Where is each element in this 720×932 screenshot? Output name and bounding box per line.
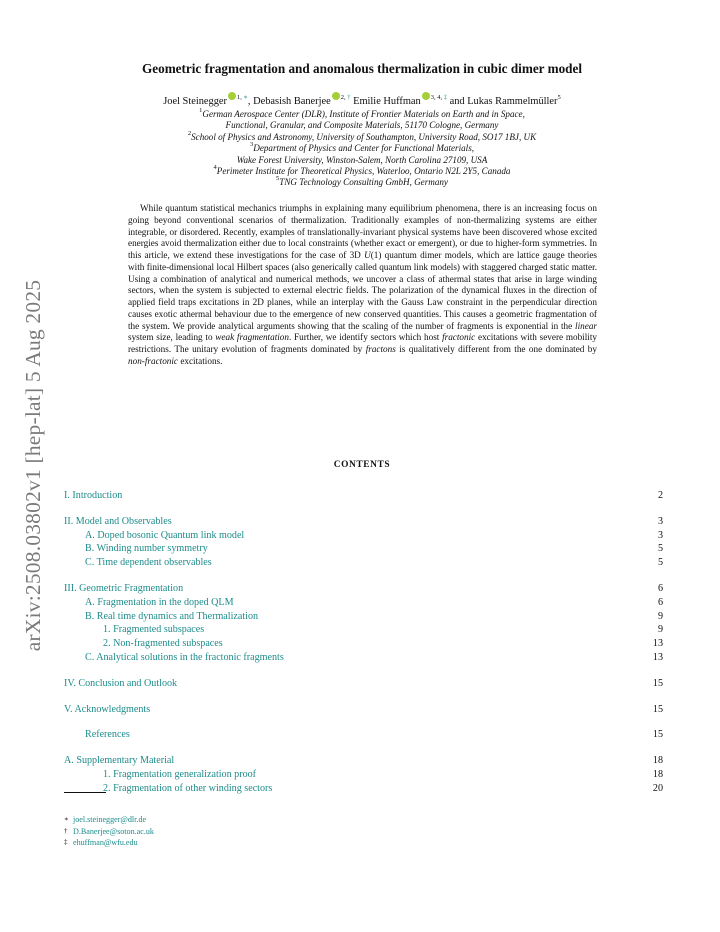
affiliation-line: $^5$TNG Technology Consulting GmbH, Germany <box>276 175 448 188</box>
toc-entry[interactable] <box>64 728 663 742</box>
toc-page-number: 20 <box>652 782 663 794</box>
footnote-link[interactable]: ∗ <box>243 94 248 101</box>
toc-page-number: 15 <box>652 677 663 689</box>
toc-spacer <box>64 716 663 728</box>
footnote-mark: † <box>64 826 68 835</box>
toc-link[interactable]: C. Analytical solutions in the fractonic fragments <box>85 651 284 663</box>
toc-entry[interactable] <box>64 515 663 529</box>
toc-entry[interactable] <box>64 637 663 651</box>
footnote-link[interactable]: † <box>347 94 351 101</box>
toc-page-number: 3 <box>657 515 663 527</box>
toc-entry[interactable] <box>64 542 663 556</box>
footnote-link[interactable]: ‡ <box>443 94 447 101</box>
affiliation-line: $^1$German Aerospace Center (DLR), Institute of Frontier Materials on Earth and in Space, <box>199 107 525 119</box>
affiliation-line: $^2$School of Physics and Astronomy, University of Southampton, University Road, SO17 1BJ, UK <box>187 129 537 142</box>
toc-link[interactable]: II. Model and Observables <box>64 515 172 527</box>
toc-spacer <box>64 691 663 703</box>
toc-link[interactable]: 1. Fragmented subspaces <box>103 624 205 636</box>
toc-link[interactable]: A. Fragmentation in the doped QLM <box>85 596 234 608</box>
author: Emilie Huffman $^{3, 4, \ddagger}$ <box>353 94 447 107</box>
toc-entry[interactable] <box>64 623 663 637</box>
contents-heading: CONTENTS <box>333 460 391 470</box>
arxiv-identifier: arXiv:2508.03802v1 [hep-lat] 5 Aug 2025 <box>21 279 46 651</box>
toc-link[interactable]: 2. Non-fragmented subspaces <box>103 638 223 650</box>
toc-link[interactable]: V. Acknowledgments <box>64 703 151 715</box>
toc-link[interactable]: B. Winding number symmetry <box>85 543 208 555</box>
toc-link[interactable]: 1. Fragmentation generalization proof <box>103 768 257 780</box>
affiliation-line: $^4$Perimeter Institute for Theoretical Physics, Waterloo, Ontario N2L 2Y5, Canada <box>213 164 511 177</box>
footnote-mark: ‡ <box>64 838 68 847</box>
toc-entry[interactable] <box>64 596 663 610</box>
toc-entry[interactable] <box>64 610 663 624</box>
toc-link[interactable]: 2. Fragmentation of other winding sectors <box>103 782 273 794</box>
toc-spacer <box>64 570 663 582</box>
toc-link[interactable]: I. Introduction <box>64 490 123 501</box>
affiliation-line: Wake Forest University, Winston-Salem, North Carolina 27109, USA <box>236 154 488 165</box>
toc-page-number: 15 <box>652 703 663 715</box>
toc-page-number: 18 <box>652 755 663 767</box>
toc-page-number: 9 <box>657 610 663 622</box>
email-link[interactable]: joel.steinegger@dlr.de <box>73 815 147 824</box>
toc-page-number: 18 <box>652 768 663 780</box>
toc-page-number: 13 <box>652 638 663 650</box>
toc-entry[interactable] <box>64 768 663 782</box>
toc-page-number: 13 <box>652 651 663 663</box>
paper-title: Geometric fragmentation and anomalous thermalization in cubic dimer model <box>141 61 583 76</box>
email-link[interactable]: D.Banerjee@soton.ac.uk <box>73 826 154 836</box>
footnote <box>64 826 154 838</box>
footnote <box>64 814 154 826</box>
footnotes <box>64 814 154 849</box>
email-link[interactable]: ehuffman@wfu.edu <box>73 838 138 848</box>
toc-entry[interactable] <box>64 754 663 768</box>
toc-page-number: 3 <box>657 529 663 541</box>
toc-page-number: 15 <box>652 729 663 741</box>
author-list: Joel Steinegger $^{1, ∗}$, Debasish Banerjee $^{2, \dagger}$ Emilie Huffman $^{3, 4, \ddagger}$ and Lukas Rammelmüller$^5$ <box>163 94 561 107</box>
toc-page-number: 6 <box>657 596 663 608</box>
table-of-contents <box>64 489 663 796</box>
toc-entry[interactable] <box>64 489 663 503</box>
affiliation-line: Functional, Granular, and Composite Materials, 51170 Cologne, Germany <box>225 120 499 131</box>
toc-entry[interactable] <box>64 529 663 543</box>
footnote-rule <box>64 792 106 793</box>
affiliation-line: $^3$Department of Physics and Center for Functional Materials, <box>250 141 474 154</box>
toc-page-number: 5 <box>657 557 663 569</box>
toc-spacer <box>64 503 663 515</box>
toc-page-number: 6 <box>657 582 663 594</box>
toc-entry[interactable] <box>64 677 663 691</box>
footnote <box>64 837 154 849</box>
toc-entry[interactable] <box>64 651 663 665</box>
toc-entry[interactable] <box>64 782 663 796</box>
toc-spacer <box>64 665 663 677</box>
toc-page-number: 2 <box>657 490 663 501</box>
toc-link[interactable]: IV. Conclusion and Outlook <box>64 677 178 689</box>
toc-link[interactable]: References <box>85 729 130 741</box>
footnote-mark: ∗ <box>64 815 69 823</box>
toc-link[interactable]: III. Geometric Fragmentation <box>64 582 184 594</box>
toc-entry[interactable] <box>64 703 663 717</box>
abstract: While quantum statistical mechanics triumphs in explaining many equilibrium phenomena, there is an increasing focus on going beyond conventional scenarios of thermalization. Traditionally examples of non-thermalizing systems are either integrable, or disordered. Recently, examples of translationally-invariant physical systems have been discovered whose excited energies avoid thermalization either due to local constraints (whether exact or emergent), or due to higher-form symmetries. In this article, we extend these investigations for the case of 3D U(1) quantum dimer models, which are lattice gauge theories with finite-dimensional local Hilbert spaces (also generically called quantum link models) with staggered charged static matter. Using a combination of analytical and numerical methods, we uncover a class of athermal states that arise in large winding sectors, when the system is subjected to external electric fields. The polarization of the dynamical fluxes in the direction of applied field traps excitations in 2D planes, while an interplay with the Gauss Law constraint in the perpendicular direction causes exotic athermal behaviour due to the emergence of new conserved quantities. This causes a geometric fragmentation of the system. We provide analytical arguments showing that the scaling of the number of fragments is exponential in the linear system size, leading to weak fragmentation. Further, we identify sectors which host fractonic excitations with severe mobility restrictions. The unitary evolution of fragments dominated by fractons is qualitatively different from the one dominated by non-fractonic excitations. <box>128 203 597 366</box>
author: Debasish Banerjee $^{2, \dagger}$ <box>253 94 351 107</box>
toc-spacer <box>64 742 663 754</box>
author: Joel Steinegger $^{1, ∗}$ <box>163 94 248 107</box>
toc-entry[interactable] <box>64 556 663 570</box>
affiliation-list <box>60 109 664 189</box>
toc-link[interactable]: C. Time dependent observables <box>85 557 212 569</box>
author: Lukas Rammelmüller$^5$ <box>467 94 561 107</box>
toc-link[interactable]: A. Doped bosonic Quantum link model <box>85 529 245 541</box>
toc-page-number: 9 <box>657 624 663 636</box>
toc-page-number: 5 <box>657 543 663 555</box>
toc-link[interactable]: A. Supplementary Material <box>64 755 175 767</box>
toc-link[interactable]: B. Real time dynamics and Thermalization <box>85 610 259 622</box>
orcid-icon[interactable] <box>332 92 340 100</box>
toc-entry[interactable] <box>64 582 663 596</box>
orcid-icon[interactable] <box>228 92 236 100</box>
orcid-icon[interactable] <box>422 92 430 100</box>
arxiv-side-stamp <box>20 260 48 670</box>
